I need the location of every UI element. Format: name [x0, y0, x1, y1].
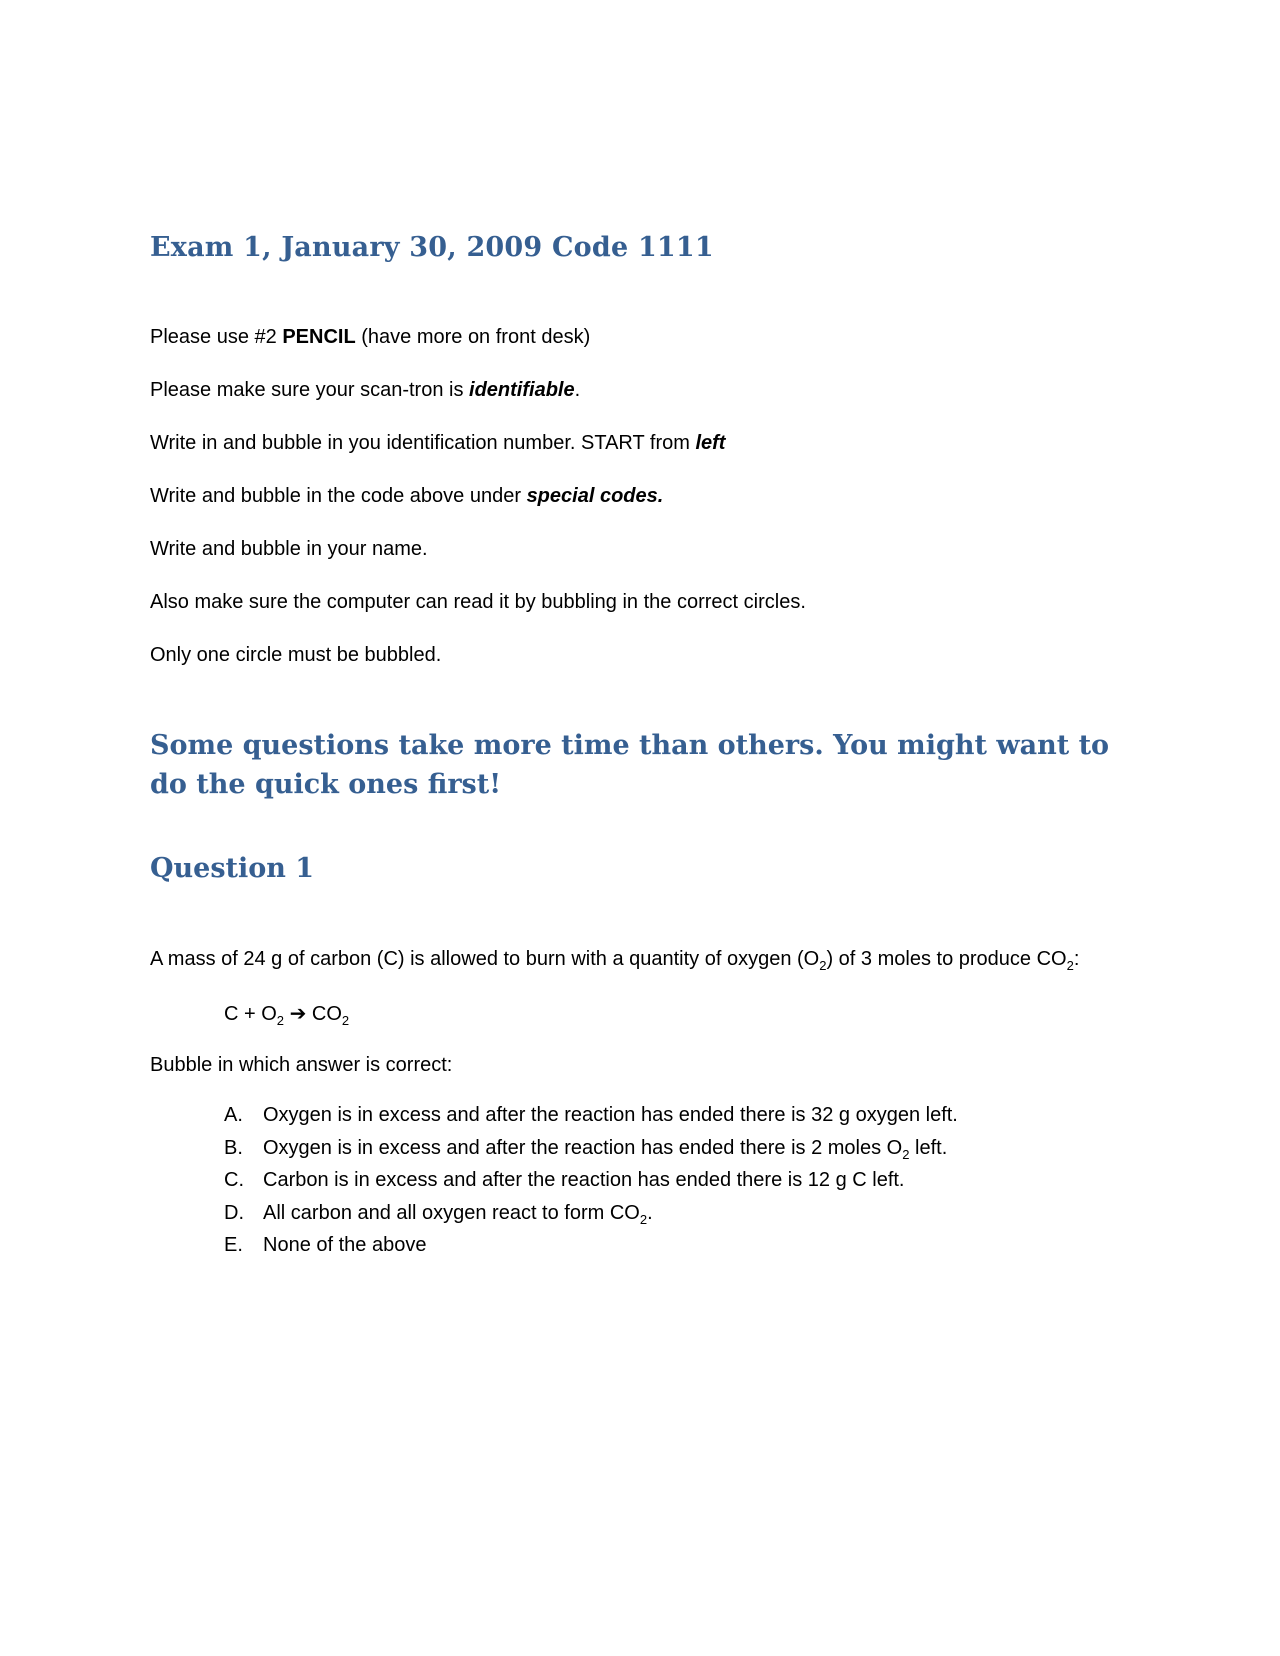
- stem-subscript-1: 2: [819, 958, 827, 973]
- choice-d: [224, 1202, 958, 1235]
- question-1-heading: Question 1: [150, 853, 315, 884]
- instruction-computer: Also make sure the computer can read it by bubbling in the correct circles.: [150, 591, 806, 613]
- choice-letter: B.: [224, 1136, 243, 1159]
- choice-letter: E.: [224, 1234, 243, 1256]
- choice-b-text: Oxygen is in excess and after the reaction has ended there is 2 moles O: [263, 1136, 903, 1159]
- exam-title: Exam 1, January 30, 2009 Code 1111: [150, 232, 714, 263]
- choice-letter: D.: [224, 1201, 244, 1224]
- choice-text: Carbon is in excess and after the reaction has ended there is 12 g C left.: [263, 1169, 905, 1191]
- answer-choices: [224, 1104, 958, 1267]
- choice-e: [224, 1234, 958, 1267]
- choice-d-suffix: .: [647, 1201, 653, 1224]
- choice-letter: C.: [224, 1169, 244, 1191]
- instruction-pencil-suffix: (have more on front desk): [355, 326, 591, 348]
- instruction-special-codes: [150, 485, 663, 508]
- instruction-identifiable-suffix: .: [574, 379, 581, 401]
- instruction-pencil-bold: PENCIL: [282, 326, 356, 348]
- equation-lhs-subscript: 2: [276, 1013, 285, 1028]
- instruction-name: Write and bubble in your name.: [150, 538, 428, 560]
- choice-b-subscript: 2: [902, 1146, 910, 1162]
- instruction-special-codes-text: Write and bubble in the code above under: [150, 485, 527, 507]
- instruction-identifiable-text: Please make sure your scan-tron is: [150, 379, 470, 401]
- instruction-pencil-text: Please use #2: [150, 326, 283, 348]
- instruction-identifiable: [150, 379, 580, 402]
- instruction-one-circle: Only one circle must be bubbled.: [150, 644, 442, 666]
- instruction-special-codes-emphasis: special codes.: [526, 485, 664, 507]
- equation-lhs: C + O: [224, 1003, 277, 1025]
- choice-text: Oxygen is in excess and after the reaction has ended there is 32 g oxygen left.: [263, 1104, 958, 1126]
- stem-part-3: :: [1073, 948, 1080, 970]
- time-notice: Some questions take more time than others. You might want to do the quick ones first!: [150, 730, 1110, 800]
- choice-d-subscript: 2: [639, 1211, 648, 1227]
- choice-d-text: All carbon and all oxygen react to form CO: [263, 1201, 640, 1224]
- instruction-identifiable-emphasis: identifiable: [469, 379, 575, 401]
- equation-rhs-subscript: 2: [341, 1013, 350, 1028]
- instruction-id-number-emphasis: left: [695, 432, 726, 454]
- instruction-id-number: [150, 432, 725, 455]
- stem-part-1: A mass of 24 g of carbon (C) is allowed to burn with a quantity of oxygen (O: [150, 948, 820, 970]
- choice-b: [224, 1137, 958, 1170]
- question-1-stem: [150, 948, 1079, 971]
- instruction-id-number-text: Write in and bubble in you identification number. START from: [150, 432, 696, 454]
- stem-part-2: ) of 3 moles to produce CO: [826, 948, 1067, 970]
- choice-a: [224, 1104, 958, 1137]
- reaction-arrow-icon: ➔: [289, 1003, 307, 1025]
- choice-text: None of the above: [263, 1234, 427, 1256]
- question-1-prompt: Bubble in which answer is correct:: [150, 1054, 453, 1076]
- choice-c: [224, 1169, 958, 1202]
- stem-subscript-2: 2: [1066, 958, 1074, 973]
- choice-b-suffix: left.: [909, 1136, 948, 1159]
- choice-text: [263, 1137, 947, 1170]
- instruction-pencil: [150, 326, 590, 349]
- reaction-equation: [224, 1001, 349, 1026]
- choice-letter: A.: [224, 1104, 243, 1126]
- choice-text: [263, 1202, 653, 1235]
- equation-rhs: CO: [306, 1003, 342, 1025]
